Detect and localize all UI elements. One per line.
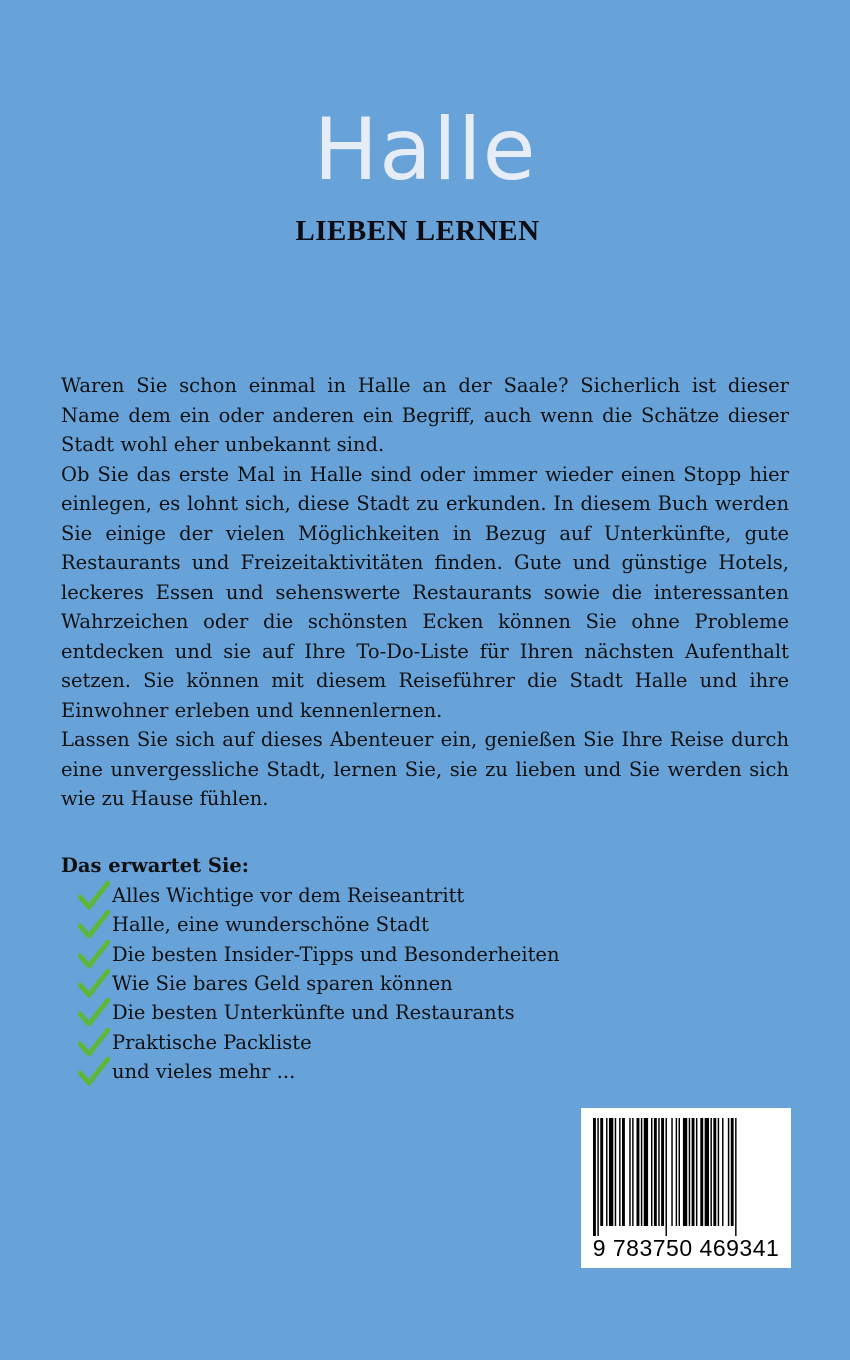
list-item [78,1057,560,1086]
list-item [78,969,560,998]
barcode-bar [700,1118,703,1226]
barcode-bar [696,1118,697,1226]
barcode-bar [692,1118,695,1226]
list-item-label: Wie Sie bares Geld sparen können [112,972,453,996]
book-title: Halle [313,100,537,200]
barcode-bar [658,1118,659,1226]
barcode-bar [651,1118,652,1226]
list-item [78,998,560,1027]
list-item-label: Halle, eine wunderschöne Stadt [112,913,429,937]
check-icon [78,940,110,969]
barcode-bar [671,1118,672,1226]
barcode-bar [731,1118,734,1226]
check-icon [78,1028,110,1057]
barcode-bar [722,1118,723,1226]
barcode-bar [735,1118,736,1236]
features-heading: Das erwartet Sie: [61,854,249,877]
barcode-bar [728,1118,729,1226]
barcode-bar [641,1118,642,1226]
barcode-bar [676,1118,677,1226]
check-icon [78,910,110,939]
list-item [78,910,560,939]
barcode-bar [609,1118,613,1226]
list-item [78,940,560,969]
check-icon [78,881,110,910]
barcode-bar [632,1118,633,1226]
barcode-bar [593,1118,596,1236]
description-paragraph: Waren Sie schon einmal in Halle an der Saale? Sicherlich ist dieser Name dem ein oder anderen ein Begriff, auch wenn die Schätze dieser Stadt wohl eher unbekannt sind. [61,374,789,456]
barcode-bar [600,1118,603,1226]
isbn-number: 9 783750 469341 [592,1235,780,1261]
isbn-barcode [581,1108,791,1268]
barcode-bar [689,1118,690,1226]
list-item-label: Die besten Insider-Tipps und Besonderheiten [112,942,560,966]
barcode-icon [591,1118,781,1236]
check-icon [78,1057,110,1086]
list-item-label: Alles Wichtige vor dem Reiseantritt [112,884,465,908]
barcode-bar [606,1118,607,1226]
barcode-bar [666,1118,667,1236]
barcode-bar [679,1118,680,1226]
barcode-bar [597,1118,598,1236]
barcode-bar [718,1118,719,1226]
barcode-bar [705,1118,709,1226]
list-item [78,1027,560,1056]
description-paragraph: Ob Sie das erste Mal in Halle sind oder immer wieder einen Stopp hier einlegen, es lohnt sich, diese Stadt zu erkunden. In diesem Buch werden Sie einige der vielen Möglichkeiten in Bezug auf Unterkünfte, gute Restaurants und Freizeitaktivitäten finden. Gute und günstige Hotels, leckeres Essen und sehenswerte Restaurants sowie die interessanten Wahrzeichen oder die schönsten Ecken können Sie ohne Probleme entdecken und sie auf Ihre To-Do-Liste für Ihren nächsten Aufenthalt setzen. Sie können mit diesem Reiseführer die Stadt Halle und ihre Einwohner erleben und kennenlernen. [61,462,789,722]
description-text [61,371,789,814]
list-item-label: Die besten Unterkünfte und Restaurants [112,1001,515,1025]
barcode-bar [683,1118,687,1226]
barcode-bar [644,1118,648,1226]
barcode-bar [629,1118,630,1226]
list-item-label: und vieles mehr ... [112,1059,296,1083]
barcode-bar [713,1118,716,1226]
features-list [78,881,560,1086]
list-item [78,881,560,910]
barcode-bar [619,1118,620,1226]
list-item-label: Praktische Packliste [112,1030,312,1054]
barcode-bar [710,1118,711,1226]
barcode-bar [661,1118,664,1226]
description-paragraph: Lassen Sie sich auf dieses Abenteuer ein, genießen Sie Ihre Reise durch eine unvergessliche Stadt, lernen Sie, sie zu lieben und Sie werden sich wie zu Hause fühlen. [61,728,789,810]
barcode-bar [615,1118,616,1226]
barcode-bar [637,1118,640,1226]
barcode-bar [622,1118,625,1226]
check-icon [78,998,110,1027]
book-subtitle: LIEBEN LERNEN [295,215,540,247]
barcode-bar [654,1118,657,1226]
check-icon [78,969,110,998]
